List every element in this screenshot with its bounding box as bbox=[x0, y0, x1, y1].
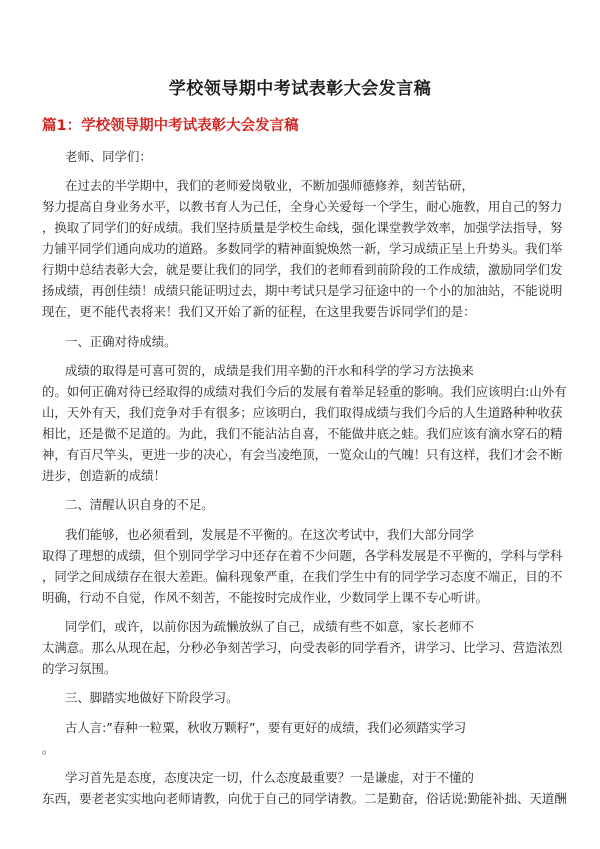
paragraph-line: 相比，还是微不足道的。为此，我们不能沾沾自喜，不能做井底之蛙。我们应该有滴水穿石的精 bbox=[42, 426, 563, 441]
paragraph-line: 的学习氛围。 bbox=[42, 661, 117, 676]
paragraph-line: 努力提高自身业务水平，以教书育人为己任，全身心关爱每一个学生，耐心施教，用自己的努力 bbox=[42, 199, 563, 214]
paragraph-line: 在过去的半学期中，我们的老师爱岗敬业，不断加强师德修养，刻苦钻研， bbox=[65, 178, 474, 193]
paragraph-line: 太满意。那么从现在起，分秒必争刻苦学习，向受表彰的同学看齐，讲学习、比学习、营造浓烈 bbox=[42, 640, 563, 655]
section-heading-1: 一、正确对待成绩。 bbox=[65, 334, 177, 349]
paragraph-line: 东西，要老老实实地向老师请教，向优于自己的同学请教。二是勤奋，俗话说:勤能补拙、天道酬 bbox=[42, 791, 567, 806]
greeting-line: 老师、同学们： bbox=[65, 149, 152, 164]
paragraph-line: 行期中总结表彰大会，就是要让我们的同学，我们的老师看到前阶段的工作成绩，激励同学们发 bbox=[42, 262, 563, 277]
paragraph-line: 学习首先是态度，态度决定一切，什么态度最重要？一是谦虚，对于不懂的 bbox=[65, 770, 474, 785]
paragraph-line: 山，天外有天，我们竞争对手有很多；应该明白，我们取得成绩与我们今后的人生道路种种收获 bbox=[42, 405, 563, 420]
paragraph-line: 力铺平同学们通向成功的道路。多数同学的精神面貌焕然一新，学习成绩正呈上升势头。我们举 bbox=[42, 241, 563, 256]
paragraph-line: 我们能够，也必须看到，发展是不平衡的。在这次考试中，我们大部分同学 bbox=[65, 527, 474, 542]
paragraph-line: 古人言:”春种一粒粟，秋收万颗籽”，要有更好的成绩，我们必须踏实学习 bbox=[65, 720, 467, 735]
paragraph-line: 同学们，或许，以前你因为疏懒放纵了自己，成绩有些不如意，家长老师不 bbox=[65, 619, 474, 634]
paragraph-line: 明确，行动不自觉，作风不刻苦，不能按时完成作业，少数同学上课不专心听讲。 bbox=[42, 590, 489, 605]
paragraph-line: ，换取了同学们的好成绩。我们坚持质量是学校生命线，强化课堂教学效率，加强学法指导，努 bbox=[42, 220, 563, 235]
paragraph-line: 扬成绩，再创佳绩！成绩只能证明过去，期中考试只是学习征途中的一个小的加油站，不能说明 bbox=[42, 283, 563, 298]
page-title: 学校领导期中考试表彰大会发言稿 bbox=[168, 79, 432, 99]
section-heading-2: 二、清醒认识自身的不足。 bbox=[65, 497, 214, 512]
paragraph-line: 。 bbox=[42, 741, 55, 756]
paragraph-line: ，同学之间成绩存在很大差距。偏科现象严重，在我们学生中有的同学学习态度不端正，目的不 bbox=[42, 569, 563, 584]
paragraph-line: 成绩的取得是可喜可贺的，成绩是我们用辛勤的汗水和科学的学习方法换来 bbox=[65, 363, 474, 378]
paragraph-line: 现在，更不能代表将来！我们又开始了新的征程，在这里我要告诉同学们的是： bbox=[42, 304, 476, 319]
paragraph-line: 进步，创造新的成绩！ bbox=[42, 468, 166, 483]
paragraph-line: 神，有百尺竿头，更进一步的决心，有会当凌绝顶，一览众山的气魄！只有这样，我们才会不断 bbox=[42, 447, 563, 462]
paragraph-line: 的。如何正确对待已经取得的成绩对我们今后的发展有着举足轻重的影响。我们应该明白:山外有 bbox=[42, 384, 567, 399]
section-heading: 篇1：学校领导期中考试表彰大会发言稿 bbox=[42, 118, 299, 134]
paragraph-line: 取得了理想的成绩，但个别同学学习中还存在着不少问题，各学科发展是不平衡的，学科与学科 bbox=[42, 548, 563, 563]
section-heading-3: 三、脚踏实地做好下阶段学习。 bbox=[65, 690, 239, 705]
